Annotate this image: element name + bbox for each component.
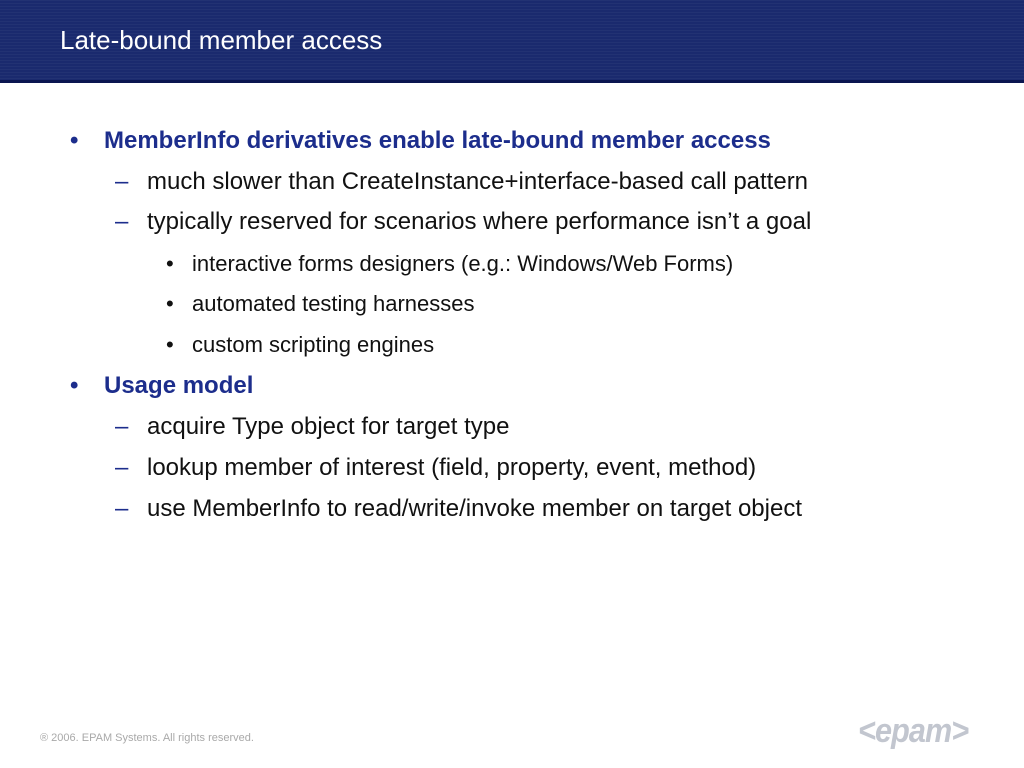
bullet-level2-item xyxy=(115,453,757,483)
bullet-level3-item xyxy=(166,331,435,359)
bullet-dot-icon: • xyxy=(166,251,174,276)
bullet-text: lookup member of interest (field, property, event, method) xyxy=(147,454,757,481)
bullet-dash-icon: – xyxy=(115,168,129,195)
bullet-level3-item xyxy=(166,290,475,318)
bullet-dot-icon: • xyxy=(70,127,79,154)
bullet-level2-item xyxy=(115,412,510,442)
bullet-dot-icon: • xyxy=(166,291,174,316)
bullet-dash-icon: – xyxy=(115,413,129,440)
bullet-text: acquire Type object for target type xyxy=(147,413,510,440)
bullet-level2-item xyxy=(115,494,802,524)
bullet-text: much slower than CreateInstance+interface-based call pattern xyxy=(147,168,809,195)
bullet-text: typically reserved for scenarios where performance isn’t a goal xyxy=(147,208,812,235)
bullet-text: automated testing harnesses xyxy=(192,291,475,316)
bullet-level2-item xyxy=(115,167,809,197)
bullet-text: MemberInfo derivatives enable late-bound member access xyxy=(104,127,771,154)
copyright-notice: ® 2006. EPAM Systems. All rights reserved. xyxy=(40,732,254,744)
bullet-level1-item xyxy=(70,371,254,401)
bullet-dash-icon: – xyxy=(115,208,129,235)
bullet-text: interactive forms designers (e.g.: Windows/Web Forms) xyxy=(192,251,734,276)
epam-logo: <epam> xyxy=(858,712,969,750)
bullet-dash-icon: – xyxy=(115,495,129,522)
slide-title: Late-bound member access xyxy=(60,25,383,55)
bullet-text: Usage model xyxy=(104,372,254,399)
bullet-text: use MemberInfo to read/write/invoke member on target object xyxy=(147,495,802,522)
title-bar xyxy=(0,0,1024,83)
bullet-level1-item xyxy=(70,126,771,156)
bullet-level3-item xyxy=(166,250,734,278)
bullet-level2-item xyxy=(115,207,812,237)
bullet-dash-icon: – xyxy=(115,454,129,481)
bullet-text: custom scripting engines xyxy=(192,332,435,357)
bullet-dot-icon: • xyxy=(166,332,174,357)
bullet-dot-icon: • xyxy=(70,372,79,399)
